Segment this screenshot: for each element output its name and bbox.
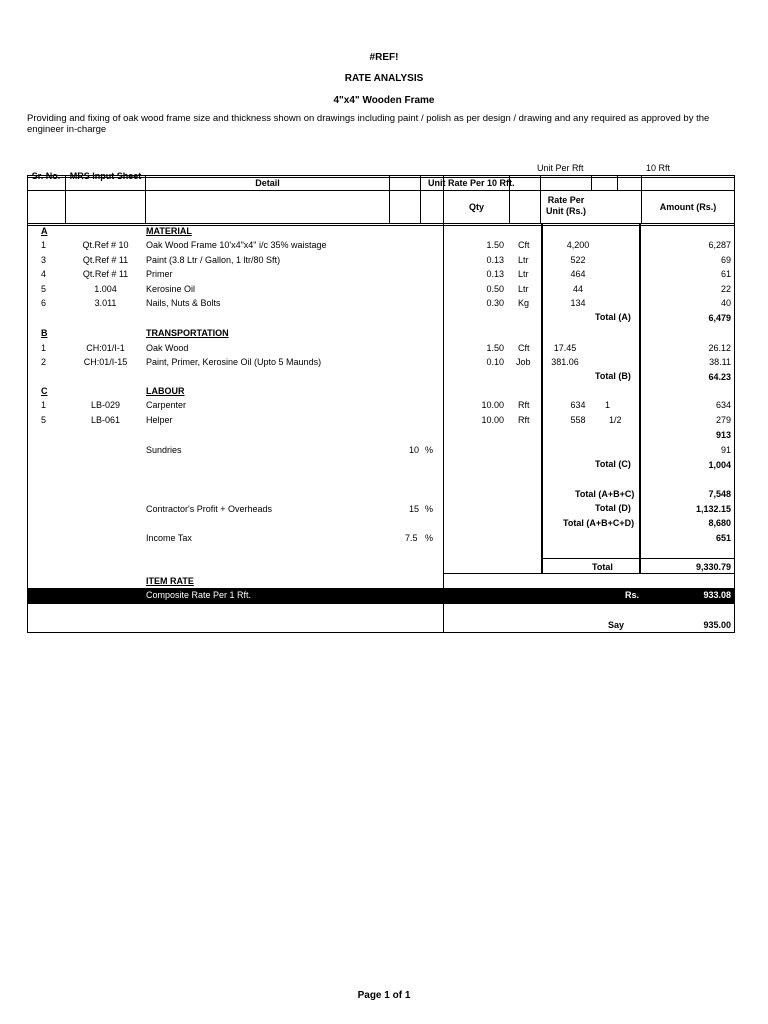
item-subtitle: 4"x4" Wooden Frame — [333, 95, 435, 106]
row-sr: 6 — [41, 298, 47, 308]
row-amount: 40 — [720, 298, 731, 308]
row-sr: 1 — [41, 343, 47, 353]
row-sr: 5 — [41, 284, 47, 294]
row-qty: 0.13 — [486, 269, 504, 279]
total-a-value: 6,479 — [708, 313, 731, 323]
row-unit: Cft — [518, 343, 530, 353]
row-qty: 0.13 — [486, 255, 504, 265]
row-detail: Oak Wood — [146, 343, 189, 353]
sundries-label: Sundries — [146, 445, 182, 455]
row-detail: Helper — [146, 415, 173, 425]
total-c-value: 1,004 — [708, 460, 731, 470]
row-qty: 0.10 — [486, 357, 504, 367]
grand-total-label: Total — [592, 562, 613, 572]
row-detail: Primer — [146, 269, 173, 279]
row-unit: Cft — [518, 240, 530, 250]
row-amount: 22 — [720, 284, 731, 294]
row-qty: 10.00 — [481, 400, 504, 410]
total-c-label: Total (C) — [595, 459, 631, 469]
tax-value: 651 — [715, 533, 731, 543]
row-ref: 1.004 — [94, 284, 117, 294]
row-sr: 4 — [41, 269, 47, 279]
say-label: Say — [608, 620, 625, 630]
row-amount: 279 — [715, 415, 731, 425]
row-detail: Nails, Nuts & Bolts — [146, 298, 221, 308]
col-unit-rate: Unit Rate Per 10 Rft. — [428, 178, 515, 188]
row-rate: 522 — [570, 255, 586, 265]
row-detail: Carpenter — [146, 400, 187, 410]
say-value: 935.00 — [703, 620, 731, 630]
row-sr: 3 — [41, 255, 47, 265]
unit-value: 10 Rft — [646, 163, 671, 173]
percent-sign: % — [425, 533, 434, 543]
row-detail: Oak Wood Frame 10'x4"x4" i/c 35% waistage — [146, 240, 327, 250]
row-factor: 1 — [605, 400, 611, 410]
composite-rate-label: Composite Rate Per 1 Rft. — [146, 590, 252, 600]
row-unit: Ltr — [518, 269, 529, 279]
total-abc-label: Total (A+B+C) — [575, 489, 635, 499]
col-mrs-input: MRS Input Sheet — [69, 171, 142, 181]
rs-label: Rs. — [625, 590, 640, 600]
profit-pct: 15 — [409, 504, 420, 514]
row-amount: 6,287 — [708, 240, 731, 250]
row-ref: CH:01/I-15 — [83, 357, 128, 367]
col-rate-per-unit: Rate Per Unit (Rs.) — [546, 195, 586, 216]
total-d-value: 1,132.15 — [695, 504, 731, 514]
row-rate: 464 — [570, 269, 586, 279]
row-unit: Ltr — [518, 284, 529, 294]
row-amount: 38.11 — [709, 357, 731, 367]
row-rate: 634 — [570, 400, 586, 410]
total-abcd-label: Total (A+B+C+D) — [563, 518, 635, 528]
item-description: Providing and fixing of oak wood frame size and thickness shown on drawings including paint / polish as per design / drawing and any required as approved by the engineer in-charge — [27, 113, 710, 135]
total-abcd-value: 8,680 — [708, 518, 731, 528]
page-number: Page 1 of 1 — [357, 990, 411, 1001]
total-b-label: Total (B) — [595, 371, 631, 381]
row-rate: 134 — [570, 298, 586, 308]
row-sr: 1 — [41, 400, 47, 410]
item-rate-title: ITEM RATE — [146, 576, 194, 586]
percent-sign: % — [425, 445, 434, 455]
row-qty: 10.00 — [481, 415, 504, 425]
total-d-label: Total (D) — [595, 503, 631, 513]
row-qty: 0.50 — [486, 284, 504, 294]
row-detail: Paint, Primer, Kerosine Oil (Upto 5 Maunds) — [146, 357, 322, 367]
row-ref: LB-029 — [90, 400, 121, 410]
row-sr: 5 — [41, 415, 47, 425]
tax-pct: 7.5 — [405, 533, 418, 543]
row-ref: Qt.Ref # 10 — [82, 240, 129, 250]
row-amount: 634 — [715, 400, 731, 410]
row-ref: Qt.Ref # 11 — [82, 269, 129, 279]
row-amount: 61 — [720, 269, 731, 279]
total-b-value: 64.23 — [708, 372, 731, 382]
row-qty: 0.30 — [486, 298, 504, 308]
section-letter-b: B — [41, 328, 48, 338]
row-qty: 1.50 — [486, 343, 504, 353]
tax-label: Income Tax — [146, 533, 192, 543]
row-unit: Rft — [518, 400, 530, 410]
row-rate: 4,200 — [566, 240, 590, 250]
row-rate: 558 — [570, 415, 586, 425]
row-ref: LB-061 — [90, 415, 121, 425]
section-letter-a: A — [41, 226, 48, 236]
section-title-labour: LABOUR — [146, 386, 185, 396]
section-title-transportation: TRANSPORTATION — [146, 328, 229, 338]
composite-rate-value: 933.08 — [703, 590, 731, 600]
row-unit: Rft — [518, 415, 530, 425]
total-a-label: Total (A) — [595, 312, 631, 322]
row-rate: 17.45 — [553, 343, 577, 353]
row-detail: Paint (3.8 Ltr / Gallon, 1 ltr/80 Sft) — [146, 255, 281, 265]
page-title: RATE ANALYSIS — [344, 73, 424, 84]
row-amount: 26.12 — [708, 343, 731, 353]
col-amount: Amount (Rs.) — [659, 202, 717, 212]
row-ref: Qt.Ref # 11 — [82, 255, 129, 265]
section-letter-c: C — [41, 386, 48, 396]
row-detail: Kerosine Oil — [146, 284, 196, 294]
row-rate: 381.06 — [551, 357, 579, 367]
total-abc-value: 7,548 — [708, 489, 731, 499]
col-sr-no: Sr. No. — [31, 171, 61, 181]
grand-total-value: 9,330.79 — [695, 562, 731, 572]
section-title-material: MATERIAL — [146, 226, 192, 236]
sundries-amount: 91 — [720, 445, 731, 455]
col-qty: Qty — [468, 202, 484, 212]
row-rate: 44 — [572, 284, 583, 294]
row-sr: 2 — [41, 357, 47, 367]
row-qty: 1.50 — [486, 240, 504, 250]
labour-subtotal: 913 — [715, 430, 731, 440]
sundries-pct: 10 — [409, 445, 420, 455]
row-sr: 1 — [41, 240, 47, 250]
row-unit: Kg — [518, 298, 530, 308]
percent-sign: % — [425, 504, 434, 514]
row-ref: 3.011 — [94, 298, 117, 308]
row-factor: 1/2 — [609, 415, 622, 425]
col-detail: Detail — [255, 178, 280, 188]
ref-error: #REF! — [369, 52, 399, 63]
row-ref: CH:01/I-1 — [86, 343, 125, 353]
unit-label: Unit Per Rft — [537, 163, 584, 173]
profit-label: Contractor's Profit + Overheads — [146, 504, 273, 514]
row-unit: Job — [516, 357, 531, 367]
row-unit: Ltr — [518, 255, 529, 265]
row-amount: 69 — [720, 255, 731, 265]
